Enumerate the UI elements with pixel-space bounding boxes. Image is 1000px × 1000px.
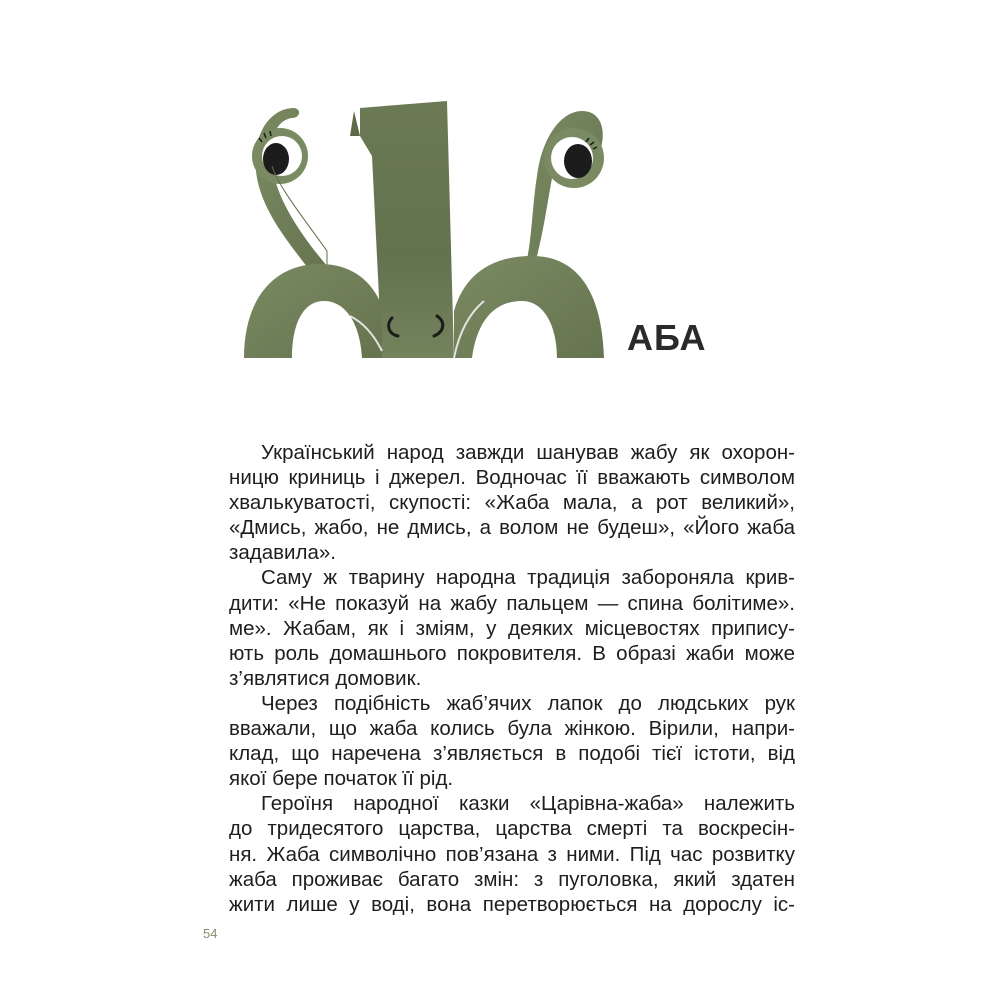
- page-number: 54: [203, 926, 218, 941]
- right-leg: [454, 256, 604, 358]
- text-line: задавила».: [229, 541, 336, 565]
- text-line: ють роль домашнього покровителя. В образі жаби може: [229, 641, 795, 665]
- text-line: ницю криниць і джерел. Водночас її вважають символом: [229, 466, 795, 490]
- article-body: [229, 440, 795, 917]
- text-line: Через подібність жаб’ячих лапок до людських рук: [261, 691, 795, 715]
- text-line: до тридесятого царства, царства смерті та воскресін-: [229, 817, 795, 841]
- text-line: з’являтися домовик.: [229, 666, 422, 690]
- right-eye-stalk: [524, 111, 604, 271]
- heading-letters: АБА: [627, 317, 707, 358]
- text-line: жаба проживає багато змін: з пуголовка, який здатен: [229, 867, 795, 891]
- text-line: Героїня народної казки «Царівна-жаба» належить: [261, 792, 795, 816]
- frog-letter-zh-illustration: [232, 96, 632, 358]
- text-line: дити: «Не показуй на жабу пальцем — спина болітиме».: [229, 591, 795, 615]
- text-line: вважали, що жаба колись була жінкою. Вірили, напри-: [229, 717, 795, 741]
- text-line: хвалькуватості, скупості: «Жаба мала, а рот великий»,: [229, 491, 795, 515]
- text-line: Саму ж тварину народна традиція забороняла крив-: [261, 566, 795, 590]
- text-line: клад, що наречена з’являється в подобі тієї істоти, від: [229, 742, 795, 766]
- text-line: якої бере початок її рід.: [229, 767, 454, 791]
- left-eye-stalk: [252, 108, 327, 271]
- text-line: жити лише у воді, вона перетворюється на дорослу іс-: [229, 892, 795, 916]
- text-line: ме». Жабам, як і зміям, у деяких місцевостях припису-: [229, 616, 795, 640]
- text-line: «Дмись, жабо, не дмись, а волом не будеш», «Його жаба: [229, 516, 795, 540]
- text-line: ня. Жаба символічно пов’язана з ними. Під час розвитку: [229, 842, 795, 866]
- left-leg: [244, 264, 382, 358]
- text-line: Український народ завжди шанував жабу як охорон-: [261, 441, 795, 464]
